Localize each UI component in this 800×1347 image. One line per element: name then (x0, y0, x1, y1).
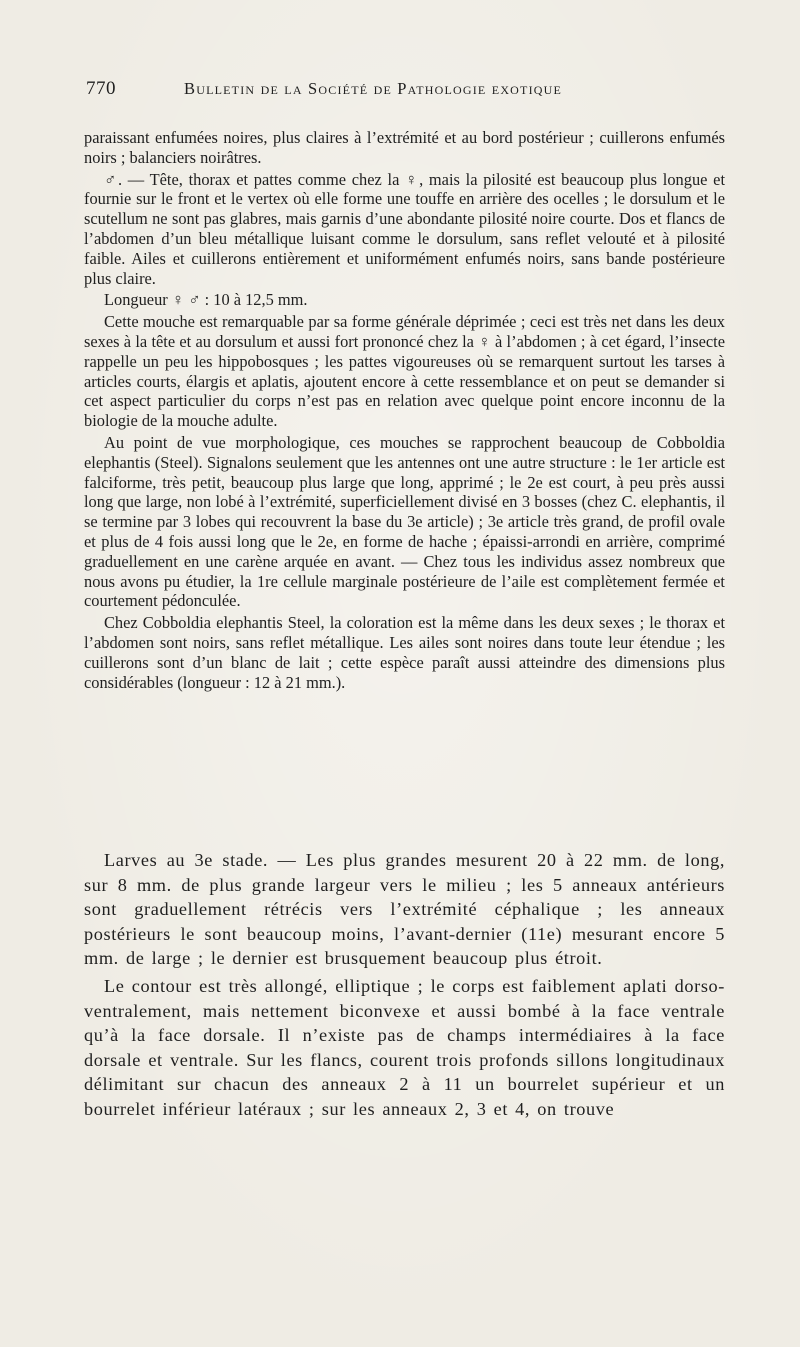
running-title: Bulletin de la Société de Pathologie exotique (184, 79, 563, 98)
paragraph-cobboldia-coloration: Chez Cobboldia elephantis Steel, la coloration est la même dans les deux sexes ; le thorax et l’abdomen sont noirs, sans reflet métallique. Les ailes sont noires dans toute leur étendue ; les cuillerons sont d’un blanc de lait ; cette espèce paraît aussi atteindre des dimensions plus considérables (longueur : 12 à 21 mm.). (84, 613, 725, 692)
paragraph-length: Longueur ♀ ♂ : 10 à 12,5 mm. (104, 290, 308, 310)
paragraph-larvae-contour: Le contour est très allongé, elliptique ; le corps est faiblement aplati dorso-ventralement, mais nettement biconvexe et aussi bombé à la face ventrale qu’à la face dorsale. Il n’existe pas de champs intermédiaires à la face dorsale et ventrale. Sur les flancs, courent trois profonds sillons longitudinaux délimitant sur chacun des anneaux 2 à 11 un bourrelet supérieur et un bourrelet inférieur latéraux ; sur les anneaux 2, 3 et 4, on trouve (84, 975, 725, 1119)
page-header (86, 78, 726, 108)
species-description-section (84, 128, 725, 692)
paragraph-male-description: ♂. — Tête, thorax et pattes comme chez la ♀, mais la pilosité est beaucoup plus longue et fournie sur le front et le vertex où elle forme une touffe en arrière des ocelles ; le dorsulum et le scutellum ne sont pas glabres, mais garnis d’une abondante pilosité noire courte. Dos et flancs de l’abdomen d’un bleu métallique luisant comme le dorsulum, sans reflet velouté et à pilosité faible. Ailes et cuillerons entièrement et uniformément enfumés noirs, sans bande postérieure plus claire. (84, 169, 725, 288)
paragraph-morphology-comparison: Au point de vue morphologique, ces mouches se rapprochent beaucoup de Cobboldia elephantis (Steel). Signalons seulement que les antennes ont une autre structure : le 1er article est falciforme, très petit, beaucoup plus large que long, apprimé ; le 2e est court, à peu près aussi long que large, non lobé à l’extrémité, superficiellement divisé en 3 bosses (chez C. elephantis, il se termine par 3 lobes qui recouvrent la base du 3e article) ; 3e article très grand, de profil ovale et plus de 4 fois aussi long que le 2e, en forme de hache ; épaissi-arrondi en arrière, comprimé graduellement en une carène arquée en avant. — Chez tous les individus assez nombreux que nous avons pu étudier, la 1re cellule marginale postérieure de l’aile est complètement fermée et courtement pédonculée. (84, 432, 725, 611)
paragraph-remarkable-form: Cette mouche est remarquable par sa forme générale déprimée ; ceci est très net dans les deux sexes à la tête et au dorsulum et aussi fort prononcé chez la ♀ à l’abdomen ; à cet égard, l’insecte rappelle un peu les hippobosques ; les pattes vigoureuses où se remarquent surtout les tarses à articles courts, élargis et aplatis, ajoutent encore à cette ressemblance et on peut se demander si cet aspect particulier du corps n’est pas en relation avec quelque point encore inconnu de la biologie de la mouche adulte. (84, 312, 725, 431)
paragraph-coloration-continued: paraissant enfumées noires, plus claires à l’extrémité et au bord postérieur ; cuillerons enfumés noirs ; balanciers noirâtres. (84, 128, 725, 167)
page-number: 770 (86, 78, 116, 99)
larvae-description-section (84, 848, 725, 1122)
paragraph-larvae-third-stage: Larves au 3e stade. — Les plus grandes mesurent 20 à 22 mm. de long, sur 8 mm. de plus grande largeur vers le milieu ; les 5 anneaux antérieurs sont graduellement rétrécis vers l’extrémité céphalique ; les anneaux postérieurs le sont beaucoup moins, l’avant-dernier (11e) mesurant encore 5 mm. de large ; le dernier est brusquement beaucoup plus étroit. (84, 850, 725, 969)
